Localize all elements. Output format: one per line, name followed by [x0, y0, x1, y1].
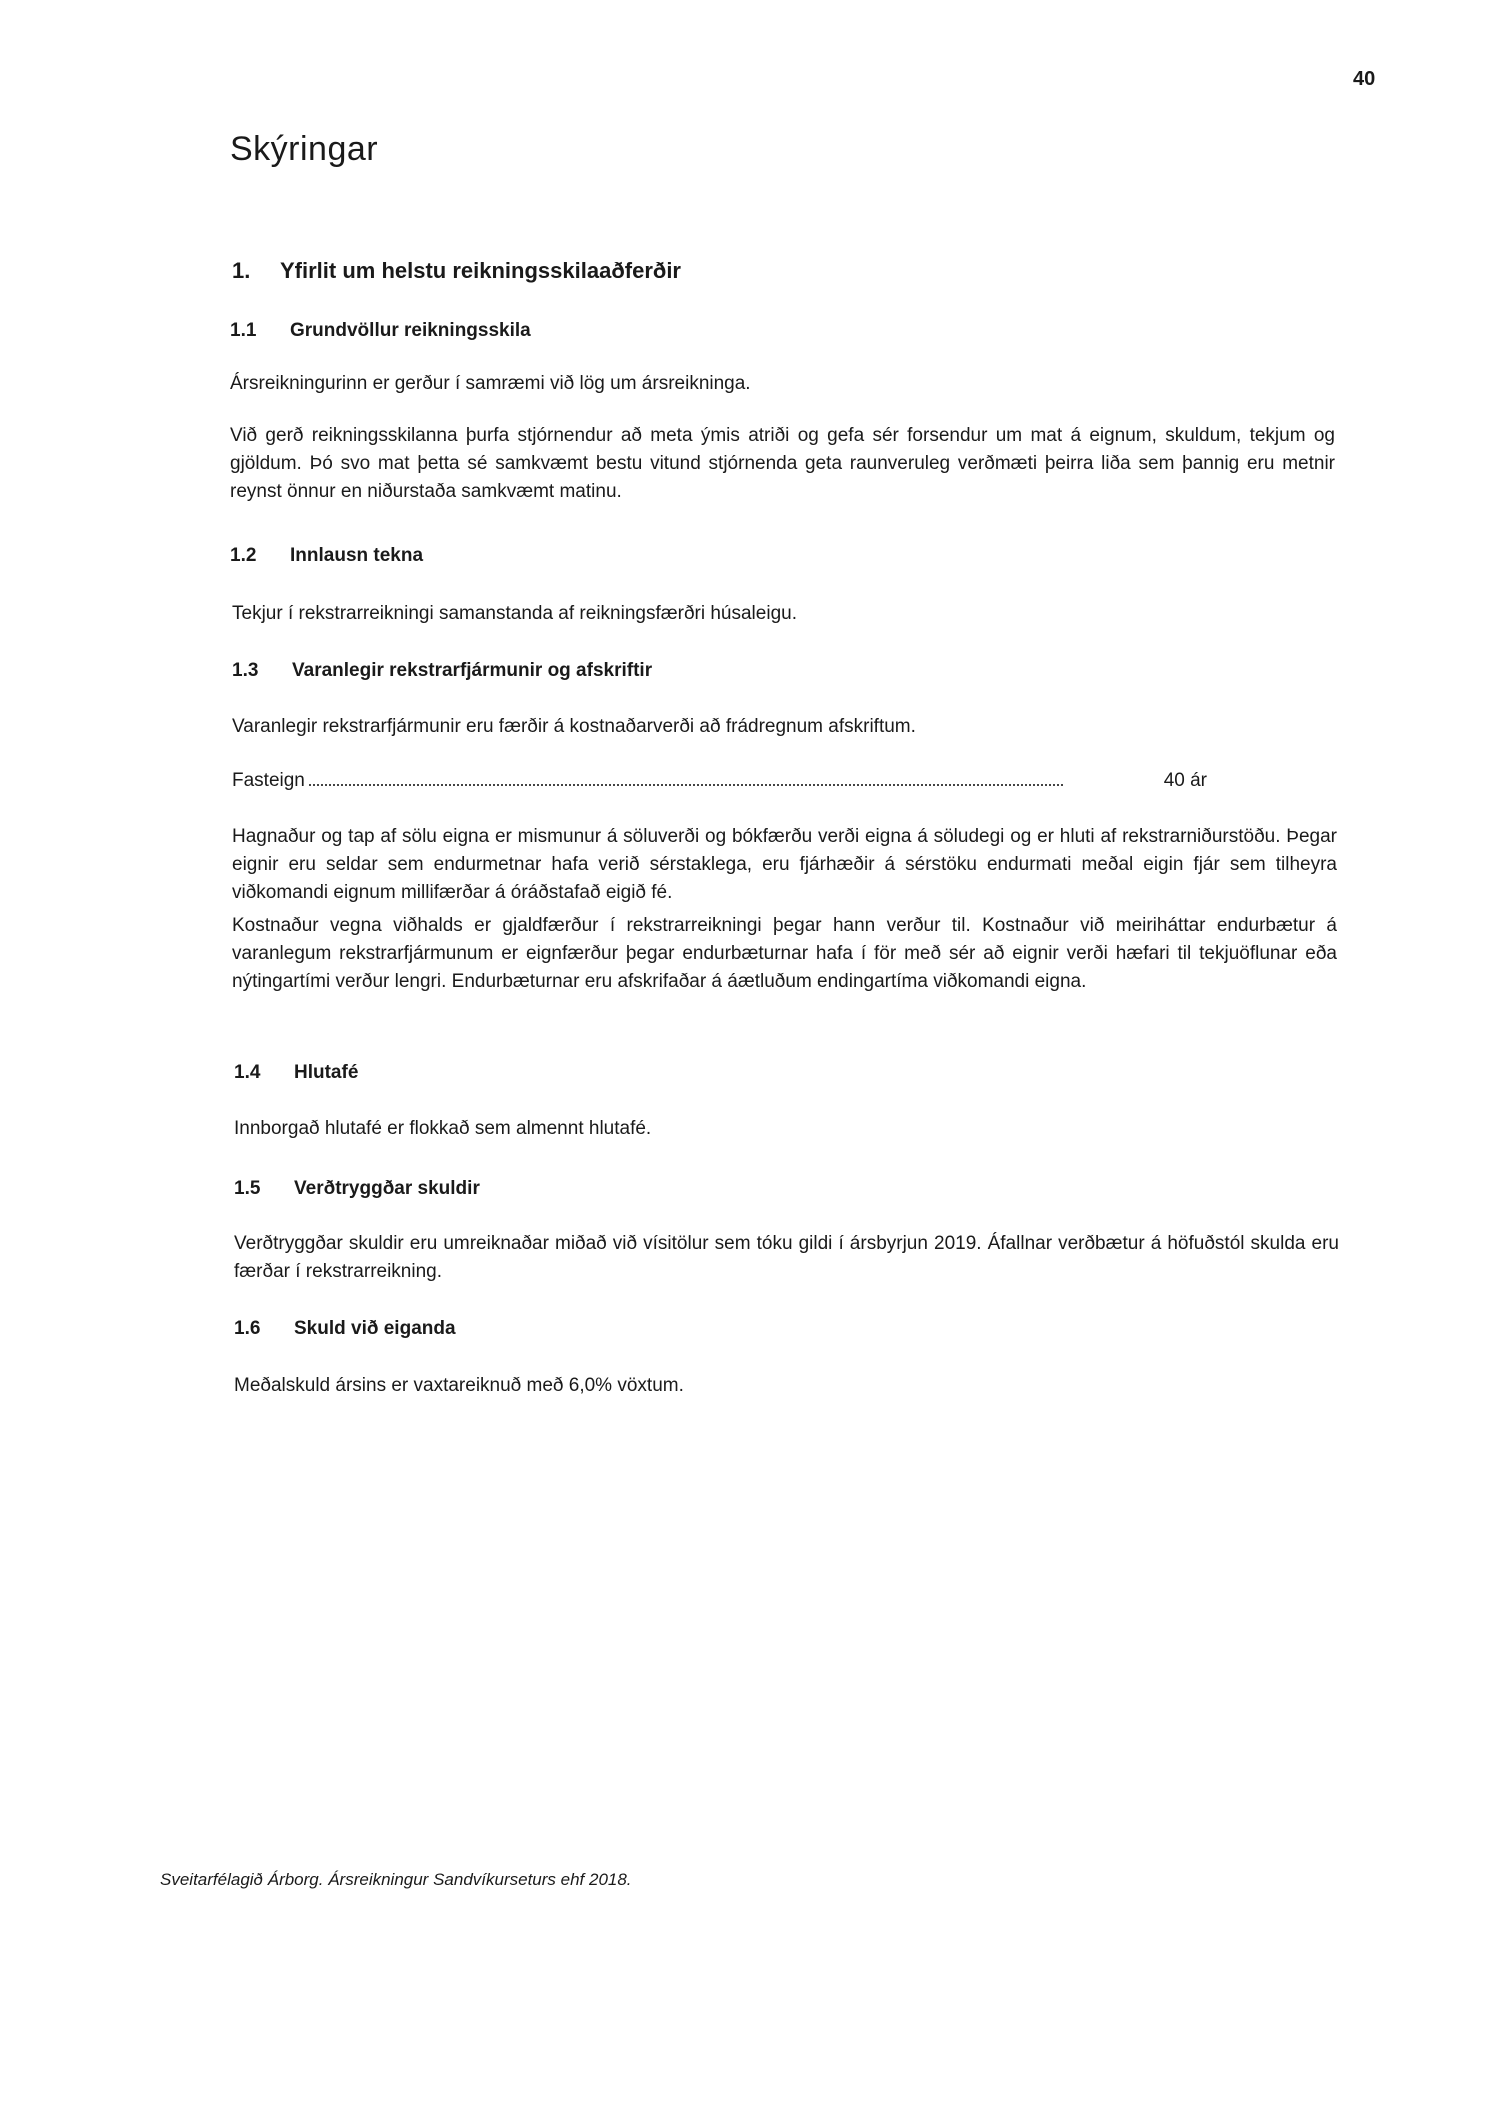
- section-1-6-title: Skuld við eiganda: [294, 1318, 456, 1339]
- asset-life-label: Fasteign: [232, 770, 305, 791]
- section-1-3-paragraph-3: Kostnaður vegna viðhalds er gjaldfærður í rekstrarreikningi þegar hann verður til. Kostnaður við meiriháttar endurbætur á varanlegum rekstrarfjármunum er eignfærður þegar endurbæturnar hafa í för með sér að eignir verði hæfari til tekjuöflunar eða nýtingartími verður lengri. Endurbæturnar eru afskrifaðar á áætluðum endingartíma viðkomandi eigna.: [232, 915, 1337, 992]
- section-1-4-number: 1.4: [234, 1062, 261, 1083]
- section-1-5-number: 1.5: [234, 1178, 261, 1199]
- section-1-heading: [232, 258, 681, 284]
- section-1-2-paragraph-1: Tekjur í rekstrarreikningi samanstanda af reikningsfærðri húsaleigu.: [232, 603, 797, 624]
- section-1-6-heading: [234, 1318, 456, 1340]
- section-1-5-heading: [234, 1178, 480, 1200]
- section-1-6-number: 1.6: [234, 1318, 261, 1339]
- section-1-2-title: Innlausn tekna: [290, 545, 424, 566]
- section-1-4-title: Hlutafé: [294, 1062, 359, 1083]
- section-1-2-number: 1.2: [230, 545, 257, 566]
- asset-life-row: [232, 770, 1207, 792]
- section-1-5-title: Verðtryggðar skuldir: [294, 1178, 480, 1199]
- section-1-1-paragraph-2: Við gerð reikningsskilanna þurfa stjórnendur að meta ýmis atriði og gefa sér forsendur um mat á eignum, skuldum, tekjum og gjöldum. Þó svo mat þetta sé samkvæmt bestu vitund stjórnenda geta raunveruleg verðmæti þeirra liða sem þannig eru metnir reynst önnur en niðurstaða samkvæmt matinu.: [230, 425, 1335, 502]
- page-number: 40: [1353, 68, 1376, 90]
- section-1-3-number: 1.3: [232, 660, 259, 681]
- page-title: Skýringar: [230, 130, 379, 168]
- section-1-4-heading: [234, 1062, 358, 1084]
- section-1-5-paragraph-1: Verðtryggðar skuldir eru umreiknaðar miðað við vísitölur sem tóku gildi í ársbyrjun 2019. Áfallnar verðbætur á höfuðstól skulda eru færðar í rekstrarreikning.: [234, 1233, 1339, 1282]
- section-1-3-paragraph-1: Varanlegir rekstrarfjármunir eru færðir á kostnaðarverði að frádregnum afskriftum.: [232, 716, 916, 737]
- section-1-4-paragraph-1: Innborgað hlutafé er flokkað sem almennt hlutafé.: [234, 1118, 652, 1139]
- page-footer: Sveitarfélagið Árborg. Ársreikningur Sandvíkurseturs ehf 2018.: [160, 1870, 632, 1889]
- asset-life-value: 40 ár: [1163, 770, 1207, 791]
- section-1-3-heading: [232, 660, 652, 682]
- section-1-3-title: Varanlegir rekstrarfjármunir og afskriftir: [292, 660, 653, 681]
- section-1-1-title: Grundvöllur reikningsskila: [290, 320, 531, 341]
- section-1-2-heading: [230, 545, 423, 567]
- section-1-1-heading: [230, 320, 531, 342]
- section-1-title: Yfirlit um helstu reikningsskilaaðferðir: [280, 258, 681, 283]
- section-1-6-paragraph-1: Meðalskuld ársins er vaxtareiknuð með 6,0% vöxtum.: [234, 1375, 684, 1396]
- dotted-leader: [309, 784, 1063, 786]
- section-1-1-number: 1.1: [230, 320, 257, 341]
- section-1-3-paragraph-2: Hagnaður og tap af sölu eigna er mismunur á söluverði og bókfærðu verði eigna á söludegi og er hluti af rekstrarniðurstöðu. Þegar eignir eru seldar sem endurmetnar hafa verið sérstaklega, eru fjárhæðir á sérstöku endurmati meðal eigin fjár sem tilheyra viðkomandi eignum millifærðar á óráðstafað eigið fé.: [232, 826, 1337, 903]
- section-1-1-paragraph-1: Ársreikningurinn er gerður í samræmi við lög um ársreikninga.: [230, 373, 751, 394]
- section-1-number: 1.: [232, 258, 251, 283]
